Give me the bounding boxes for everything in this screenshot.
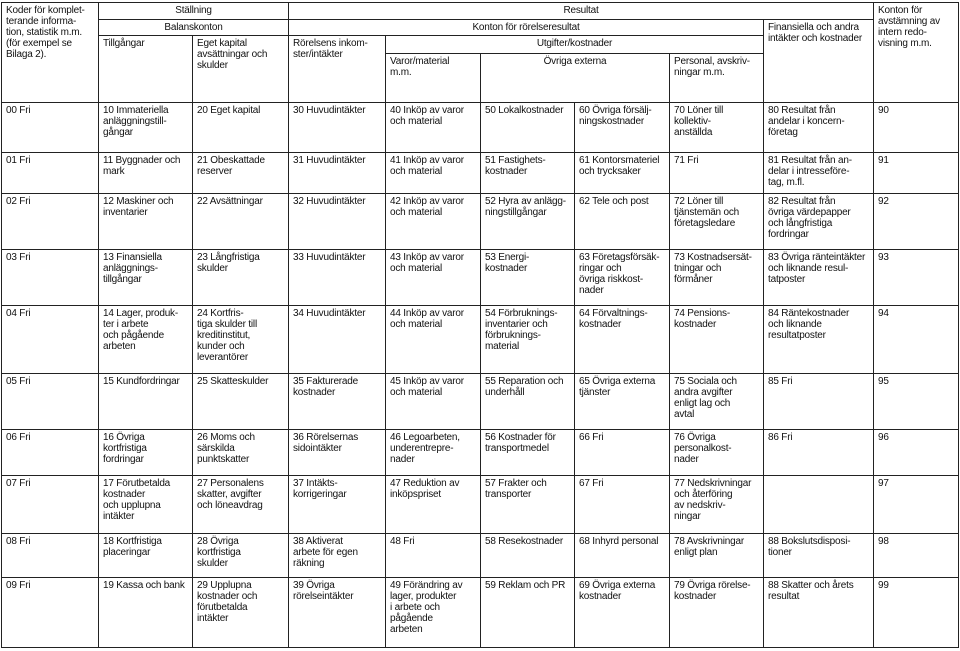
cell-personal: 72 Löner till tjänstemän och företagsledare	[670, 193, 764, 249]
cell-avstamning: 97	[874, 475, 959, 533]
cell-tillgangar: 12 Maskiner och inventarier	[99, 193, 193, 249]
cell-skulder: 29 Upplupna kostnader och förutbetalda intäkter	[193, 577, 289, 647]
cell-skulder: 22 Avsättningar	[193, 193, 289, 249]
cell-ovriga-a: 58 Resekostnader	[481, 533, 575, 577]
cell-ovriga-b: 66 Fri	[575, 430, 670, 475]
header-rorelseresultat: Konton för rörelseresultat	[289, 20, 764, 36]
cell-personal: 74 Pensions- kostnader	[670, 305, 764, 374]
cell-finansiella: 84 Räntekostnader och liknande resultatposter	[764, 305, 874, 374]
cell-code: 06 Fri	[2, 430, 99, 475]
cell-skulder: 25 Skatteskulder	[193, 374, 289, 430]
cell-tillgangar: 14 Lager, produk- ter i arbete och pågående arbeten	[99, 305, 193, 374]
table-row	[2, 533, 959, 577]
header-personal: Personal, avskriv- ningar m.m.	[670, 53, 764, 103]
cell-tillgangar: 10 Immateriella anläggningstill- gångar	[99, 103, 193, 153]
cell-ovriga-a: 55 Reparation och underhåll	[481, 374, 575, 430]
cell-varor: 48 Fri	[386, 533, 481, 577]
table-row	[2, 152, 959, 193]
cell-ovriga-b: 64 Förvaltnings- kostnader	[575, 305, 670, 374]
cell-ovriga-b: 68 Inhyrd personal	[575, 533, 670, 577]
cell-tillgangar: 17 Förutbetalda kostnader och upplupna intäkter	[99, 475, 193, 533]
cell-personal: 78 Avskrivningar enligt plan	[670, 533, 764, 577]
cell-skulder: 27 Personalens skatter, avgifter och löneavdrag	[193, 475, 289, 533]
cell-varor: 44 Inköp av varor och material	[386, 305, 481, 374]
cell-ovriga-b: 69 Övriga externa kostnader	[575, 577, 670, 647]
cell-intakter: 39 Övriga rörelseintäkter	[289, 577, 386, 647]
cell-finansiella: 86 Fri	[764, 430, 874, 475]
cell-personal: 70 Löner till kollektiv- anställda	[670, 103, 764, 153]
cell-varor: 41 Inköp av varor och material	[386, 152, 481, 193]
cell-finansiella: 88 Bokslutsdisposi- tioner	[764, 533, 874, 577]
cell-personal: 75 Sociala och andra avgifter enligt lag och avtal	[670, 374, 764, 430]
cell-personal: 76 Övriga personalkost- nader	[670, 430, 764, 475]
cell-code: 05 Fri	[2, 374, 99, 430]
cell-personal: 77 Nedskrivningar och återföring av nedskriv- ningar	[670, 475, 764, 533]
cell-varor: 43 Inköp av varor och material	[386, 249, 481, 305]
cell-tillgangar: 13 Finansiella anläggnings- tillgångar	[99, 249, 193, 305]
cell-ovriga-a: 51 Fastighets- kostnader	[481, 152, 575, 193]
header-utgifter: Utgifter/kostnader	[386, 36, 764, 53]
cell-code: 04 Fri	[2, 305, 99, 374]
table-row	[2, 374, 959, 430]
cell-skulder: 24 Kortfris- tiga skulder till kreditinstitut, kunder och leverantörer	[193, 305, 289, 374]
cell-ovriga-b: 62 Tele och post	[575, 193, 670, 249]
cell-ovriga-a: 53 Energi- kostnader	[481, 249, 575, 305]
cell-ovriga-a: 54 Förbruknings- inventarier och förbruknings- material	[481, 305, 575, 374]
cell-intakter: 37 Intäkts- korrigeringar	[289, 475, 386, 533]
cell-finansiella: 81 Resultat från an- delar i intresseföre- tag, m.fl.	[764, 152, 874, 193]
header-tillgangar: Tillgångar	[99, 36, 193, 103]
header-rorelsens-intakter: Rörelsens inkom- ster/intäkter	[289, 36, 386, 103]
cell-intakter: 38 Aktiverat arbete för egen räkning	[289, 533, 386, 577]
cell-varor: 49 Förändring av lager, produkter i arbete och pågående arbeten	[386, 577, 481, 647]
cell-ovriga-b: 60 Övriga försälj- ningskostnader	[575, 103, 670, 153]
cell-varor: 46 Legoarbeten, underentrepre- nader	[386, 430, 481, 475]
cell-code: 01 Fri	[2, 152, 99, 193]
cell-tillgangar: 16 Övriga kortfristiga fordringar	[99, 430, 193, 475]
cell-tillgangar: 15 Kundfordringar	[99, 374, 193, 430]
cell-skulder: 20 Eget kapital	[193, 103, 289, 153]
table-row	[2, 475, 959, 533]
table-row	[2, 430, 959, 475]
cell-avstamning: 93	[874, 249, 959, 305]
cell-varor: 40 Inköp av varor och material	[386, 103, 481, 153]
cell-avstamning: 94	[874, 305, 959, 374]
cell-ovriga-b: 67 Fri	[575, 475, 670, 533]
cell-personal: 71 Fri	[670, 152, 764, 193]
cell-skulder: 23 Långfristiga skulder	[193, 249, 289, 305]
header-codes: Koder för komplet- terande informa- tion, statistik m.m. (för exempel se Bilaga 2).	[2, 3, 99, 103]
table-row	[2, 305, 959, 374]
cell-avstamning: 98	[874, 533, 959, 577]
cell-ovriga-b: 61 Kontorsmateriel och trycksaker	[575, 152, 670, 193]
table-row	[2, 577, 959, 647]
cell-avstamning: 91	[874, 152, 959, 193]
table-row	[2, 193, 959, 249]
cell-finansiella	[764, 475, 874, 533]
cell-varor: 47 Reduktion av inköpspriset	[386, 475, 481, 533]
table-row	[2, 249, 959, 305]
cell-code: 00 Fri	[2, 103, 99, 153]
cell-intakter: 34 Huvudintäkter	[289, 305, 386, 374]
cell-avstamning: 92	[874, 193, 959, 249]
account-plan-table	[1, 2, 959, 648]
header-balanskonton: Balanskonton	[99, 20, 289, 36]
cell-ovriga-b: 65 Övriga externa tjänster	[575, 374, 670, 430]
header-eget-kapital: Eget kapital avsättningar och skulder	[193, 36, 289, 103]
cell-code: 09 Fri	[2, 577, 99, 647]
cell-avstamning: 99	[874, 577, 959, 647]
cell-intakter: 33 Huvudintäkter	[289, 249, 386, 305]
cell-ovriga-a: 52 Hyra av anlägg- ningstillgångar	[481, 193, 575, 249]
cell-avstamning: 95	[874, 374, 959, 430]
cell-ovriga-a: 50 Lokalkostnader	[481, 103, 575, 153]
cell-code: 02 Fri	[2, 193, 99, 249]
header-avstamning: Konton för avstämning av intern redo- visning m.m.	[874, 3, 959, 103]
cell-avstamning: 96	[874, 430, 959, 475]
cell-varor: 45 Inköp av varor och material	[386, 374, 481, 430]
cell-finansiella: 88 Skatter och årets resultat	[764, 577, 874, 647]
cell-varor: 42 Inköp av varor och material	[386, 193, 481, 249]
cell-tillgangar: 11 Byggnader och mark	[99, 152, 193, 193]
cell-finansiella: 85 Fri	[764, 374, 874, 430]
header-ovriga-externa: Övriga externa	[481, 53, 670, 103]
cell-intakter: 31 Huvudintäkter	[289, 152, 386, 193]
header-finansiella: Finansiella och andra intäkter och kostnader	[764, 20, 874, 103]
cell-skulder: 21 Obeskattade reserver	[193, 152, 289, 193]
cell-ovriga-a: 56 Kostnader för transportmedel	[481, 430, 575, 475]
cell-finansiella: 82 Resultat från övriga värdepapper och långfristiga fordringar	[764, 193, 874, 249]
cell-code: 07 Fri	[2, 475, 99, 533]
cell-finansiella: 80 Resultat från andelar i koncern- företag	[764, 103, 874, 153]
table-row	[2, 103, 959, 153]
cell-code: 08 Fri	[2, 533, 99, 577]
cell-personal: 73 Kostnadsersät- tningar och förmåner	[670, 249, 764, 305]
cell-code: 03 Fri	[2, 249, 99, 305]
cell-avstamning: 90	[874, 103, 959, 153]
header-resultat: Resultat	[289, 3, 874, 20]
cell-tillgangar: 18 Kortfristiga placeringar	[99, 533, 193, 577]
cell-ovriga-b: 63 Företagsförsäk- ringar och övriga riskkost- nader	[575, 249, 670, 305]
cell-intakter: 36 Rörelsernas sidointäkter	[289, 430, 386, 475]
cell-finansiella: 83 Övriga ränteintäkter och liknande resul- tatposter	[764, 249, 874, 305]
cell-intakter: 30 Huvudintäkter	[289, 103, 386, 153]
cell-intakter: 32 Huvudintäkter	[289, 193, 386, 249]
cell-personal: 79 Övriga rörelse- kostnader	[670, 577, 764, 647]
cell-skulder: 26 Moms och särskilda punktskatter	[193, 430, 289, 475]
cell-skulder: 28 Övriga kortfristiga skulder	[193, 533, 289, 577]
header-varor: Varor/material m.m.	[386, 53, 481, 103]
header-stallning: Ställning	[99, 3, 289, 20]
cell-tillgangar: 19 Kassa och bank	[99, 577, 193, 647]
cell-ovriga-a: 59 Reklam och PR	[481, 577, 575, 647]
cell-intakter: 35 Fakturerade kostnader	[289, 374, 386, 430]
cell-ovriga-a: 57 Frakter och transporter	[481, 475, 575, 533]
